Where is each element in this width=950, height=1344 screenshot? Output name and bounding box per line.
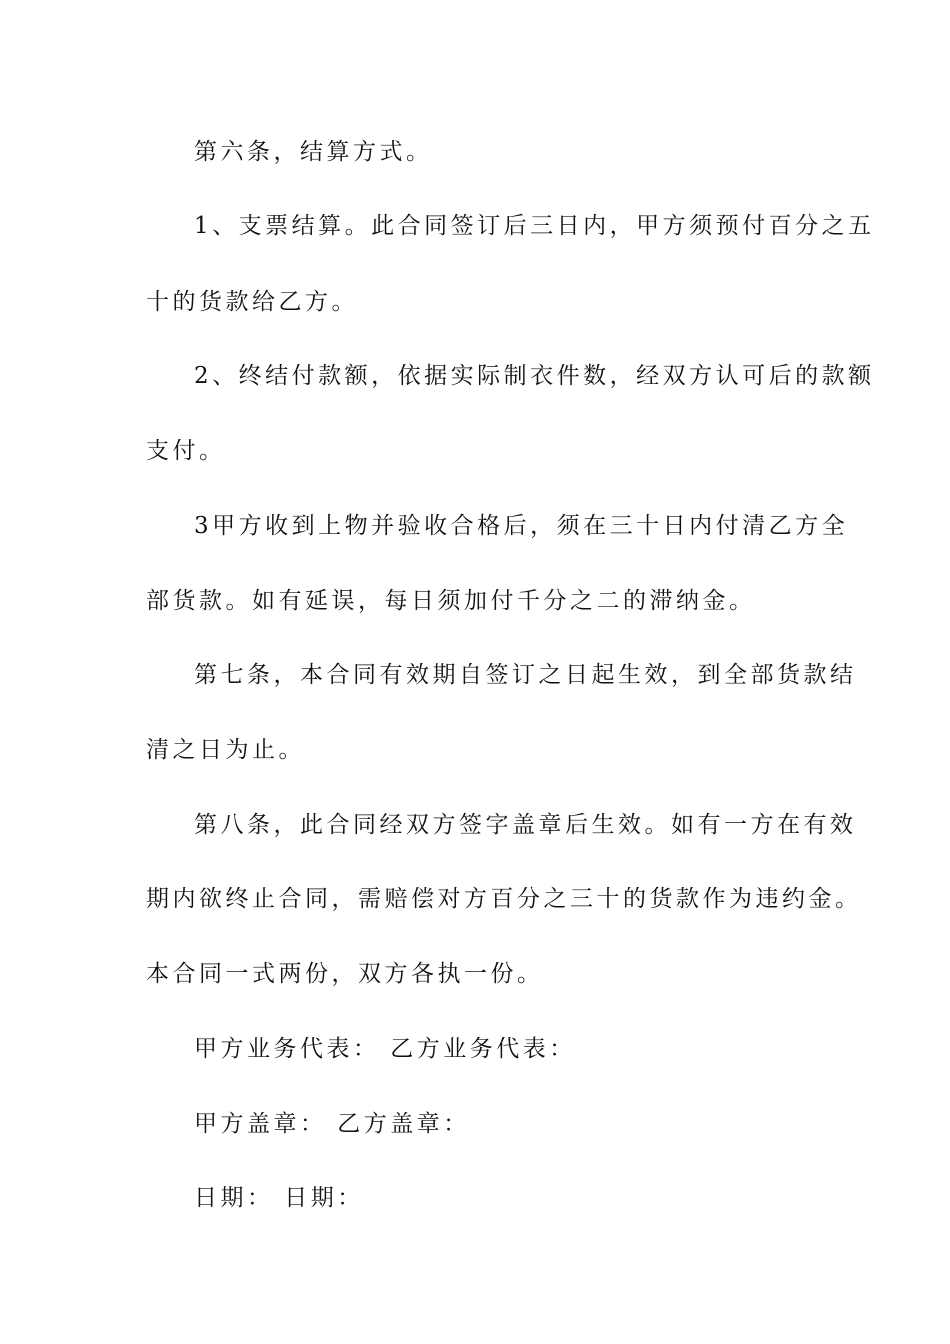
clause-6-3-line-2: 部货款。如有延误，每日须加付千分之二的滞纳金。: [146, 588, 756, 614]
clause-6-2-line-1: 2、终结付款额，依据实际制衣件数，经双方认可后的款额: [194, 363, 875, 389]
article-6-heading: 第六条，结算方式。: [194, 139, 433, 165]
clause-6-2-line-2: 支付。: [146, 438, 226, 464]
article-8-line-1: 第八条，此合同经双方签字盖章后生效。如有一方在有效: [194, 812, 857, 838]
clause-6-1-line-2: 十的货款给乙方。: [146, 289, 358, 315]
article-7-line-2: 清之日为止。: [146, 737, 305, 763]
seals-line: 甲方盖章： 乙方盖章：: [194, 1111, 470, 1137]
article-8-line-3: 本合同一式两份，双方各执一份。: [146, 961, 544, 987]
article-7-line-1: 第七条，本合同有效期自签订之日起生效，到全部货款结: [194, 662, 857, 688]
clause-6-1-line-1: 1、支票结算。此合同签订后三日内，甲方须预付百分之五: [194, 213, 875, 239]
clause-6-3-line-1: 3甲方收到上物并验收合格后，须在三十日内付清乙方全: [194, 513, 849, 539]
article-8-line-2: 期内欲终止合同，需赔偿对方百分之三十的货款作为违约金。: [146, 886, 862, 912]
dates-line: 日期： 日期：: [194, 1185, 364, 1211]
representatives-line: 甲方业务代表： 乙方业务代表：: [194, 1036, 576, 1062]
